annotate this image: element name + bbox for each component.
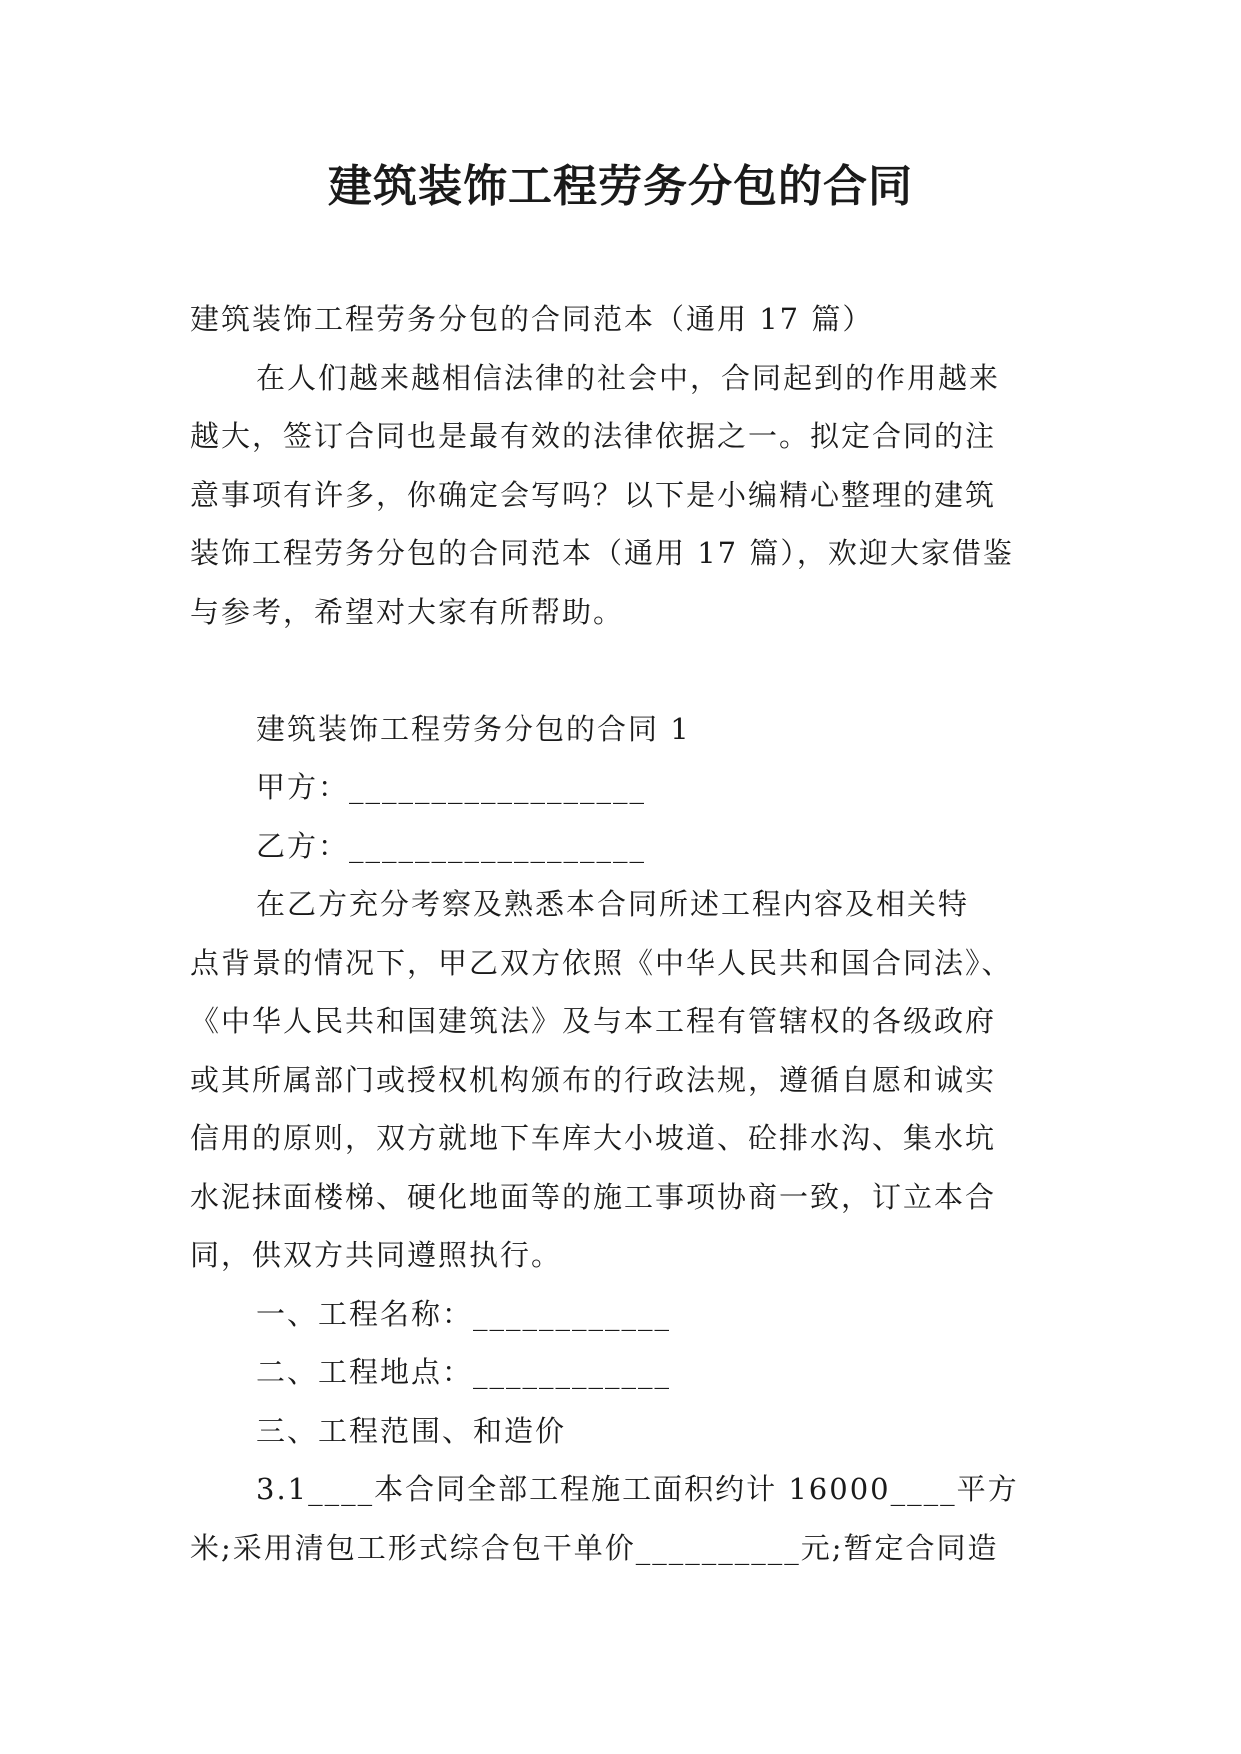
intro-line: 装饰工程劳务分包的合同范本（通用 17 篇），欢迎大家借鉴 [190, 536, 1014, 570]
item-project-scope: 三、工程范围、和造价 [256, 1413, 567, 1448]
preamble-line: 在乙方充分考察及熟悉本合同所述工程内容及相关特 [256, 887, 970, 921]
preamble-line: 同，供双方共同遵照执行。 [190, 1238, 563, 1272]
section-heading: 建筑装饰工程劳务分包的合同 1 [256, 711, 691, 746]
preamble-line: 信用的原则，双方就地下车库大小坡道、砼排水沟、集水坑 [190, 1121, 997, 1155]
document-subtitle: 建筑装饰工程劳务分包的合同范本（通用 17 篇） [190, 302, 874, 336]
preamble-line: 或其所属部门或授权机构颁布的行政法规，遵循自愿和诚实 [190, 1062, 997, 1097]
intro-line: 在人们越来越相信法律的社会中，合同起到的作用越来 [256, 360, 1001, 395]
clause-3-1 [190, 1460, 1070, 1577]
document-body [190, 290, 1070, 1577]
preamble-line: 点背景的情况下，甲乙双方依照《中华人民共和国合同法》、 [190, 945, 1013, 980]
document-title: 建筑装饰工程劳务分包的合同 [328, 161, 913, 212]
preamble-line: 水泥抹面楼梯、硬化地面等的施工事项协商一致，订立本合 [190, 1179, 997, 1214]
preamble-line: 《中华人民共和国建筑法》及与本工程有管辖权的各级政府 [190, 1004, 997, 1038]
clause-line: 3.1____本合同全部工程施工面积约计 16000____平方 [256, 1472, 1019, 1506]
item-project-location: 二、工程地点：____________ [256, 1355, 672, 1389]
intro-paragraph [190, 349, 1070, 642]
item-project-name: 一、工程名称：____________ [256, 1296, 672, 1331]
paragraph-gap [190, 641, 1070, 700]
intro-line: 意事项有许多，你确定会写吗？以下是小编精心整理的建筑 [190, 477, 997, 512]
clause-line: 米;采用清包工形式综合包干单价__________元;暂定合同造 [190, 1530, 999, 1565]
intro-line: 越大，签订合同也是最有效的法律依据之一。拟定合同的注 [190, 419, 997, 453]
intro-line: 与参考，希望对大家有所帮助。 [190, 594, 625, 629]
preamble-paragraph [190, 875, 1070, 1285]
party-b-line: 乙方：__________________ [256, 828, 647, 863]
party-a-line: 甲方：__________________ [256, 770, 647, 804]
